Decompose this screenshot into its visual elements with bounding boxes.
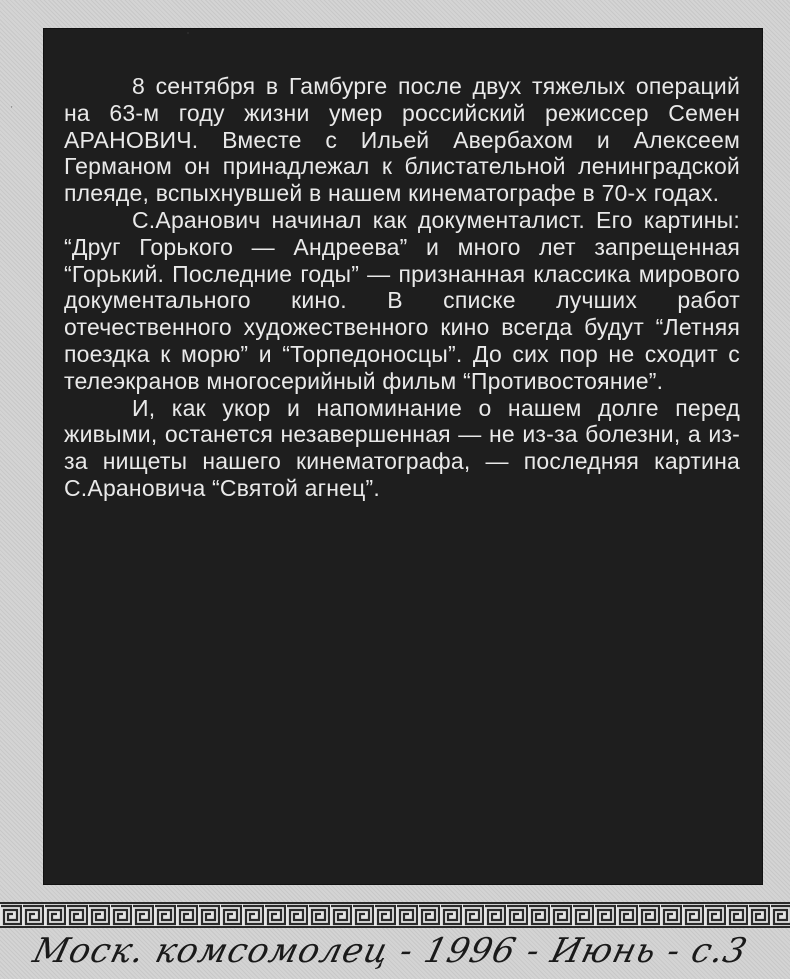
obituary-article <box>43 28 763 885</box>
greek-key-border <box>0 902 790 928</box>
handwritten-source-note <box>29 927 784 975</box>
article-body <box>64 73 740 502</box>
paper-speck: ˑ <box>10 102 14 116</box>
handwritten-source-text: Моск. комсомолец - 1996 - Июнь - с.3 <box>29 931 752 971</box>
article-paragraph-1: 8 сентября в Гамбурге после двух тяжелых операций на 63-м году жизни умер российский режиссер Семен АРАНОВИЧ. Вместе с Ильей Авербахом и Алексеем Германом он принадлежал к блистательной ленинградской плеяде, вспыхнувшей в нашем кинематографе в 70-х годах. <box>64 73 740 207</box>
article-paragraph-2: С.Аранович начинал как документалист. Его картины: “Друг Горького — Андреева” и много лет запрещенная “Горький. Последние годы” — признанная классика мирового документального кино. В списке лучших работ отечественного художественного кино всегда будут “Летняя поездка к морю” и “Торпедоносцы”. До сих пор не сходит с телеэкранов многосерийный фильм “Противостояние”. <box>64 206 740 394</box>
paper-speck: ˈ <box>186 30 190 44</box>
article-paragraph-3: И, как укор и напоминание о нашем долге перед живыми, останется незавершенная — не из-за болезни, а из-за нищеты нашего кинематографа, — последняя картина С.Арановича “Святой агнец”. <box>64 394 740 501</box>
